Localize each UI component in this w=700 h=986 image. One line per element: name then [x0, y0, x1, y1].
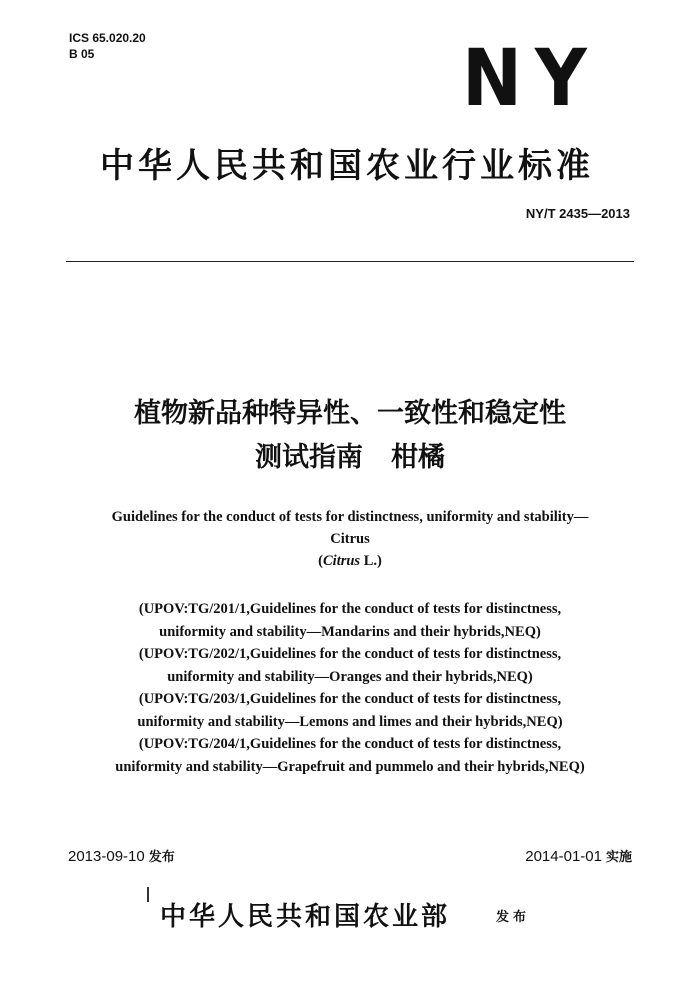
reference-line: uniformity and stability—Oranges and their hybrids,NEQ)	[167, 668, 533, 685]
implementation-date: 2014-01-01	[525, 848, 602, 865]
reference-line: uniformity and stability—Mandarins and their hybrids,NEQ)	[159, 623, 541, 640]
issue-label: 发布	[148, 850, 175, 865]
chinese-title-line2	[0, 436, 700, 480]
scientific-name-suffix: L.)	[360, 553, 382, 569]
ics-code: ICS 65.020.20	[69, 31, 146, 45]
standard-number: NY/T 2435—2013	[525, 206, 630, 221]
issuing-ministry: 中华人民共和国农业部	[160, 902, 451, 932]
english-title-line2: Citrus	[330, 531, 370, 547]
issue-date-block	[68, 846, 175, 865]
chinese-title-guide: 测试指南	[255, 442, 363, 473]
chinese-title	[0, 392, 700, 480]
reference-line: (UPOV:TG/202/1,Guidelines for the conduct of tests for distinctness,	[138, 646, 562, 662]
paren-open: (	[318, 553, 323, 569]
reference-line: (UPOV:TG/203/1,Guidelines for the conduct of tests for distinctness,	[138, 691, 562, 707]
implementation-label: 实施	[605, 850, 632, 865]
issue-date: 2013-09-10	[68, 848, 145, 865]
reference-line: (UPOV:TG/204/1,Guidelines for the conduct of tests for distinctness,	[138, 736, 562, 752]
reference-line: uniformity and stability—Grapefruit and pummelo and their hybrids,NEQ)	[115, 758, 585, 775]
header-divider	[66, 261, 634, 262]
chinese-title-line1: 植物新品种特异性、一致性和稳定性	[134, 398, 566, 429]
reference-line: (UPOV:TG/201/1,Guidelines for the conduct of tests for distinctness,	[138, 601, 562, 617]
classification-codes	[69, 30, 146, 62]
scientific-name: Citrus	[323, 553, 361, 569]
english-title-line3	[30, 550, 670, 572]
scan-mark	[147, 887, 149, 902]
ccs-code: B 05	[69, 47, 95, 61]
reference-line: uniformity and stability—Lemons and limes and their hybrids,NEQ)	[137, 713, 563, 730]
ny-logo: NY	[462, 34, 600, 124]
english-title-line1: Guidelines for the conduct of tests for distinctness, uniformity and stability—	[111, 509, 589, 525]
release-label: 发布	[496, 910, 531, 925]
chinese-title-citrus: 柑橘	[391, 442, 445, 473]
english-title	[30, 506, 670, 572]
implementation-date-block	[525, 846, 632, 865]
upov-references	[30, 598, 670, 778]
standard-category-title: 中华人民共和国农业行业标准	[100, 146, 594, 186]
